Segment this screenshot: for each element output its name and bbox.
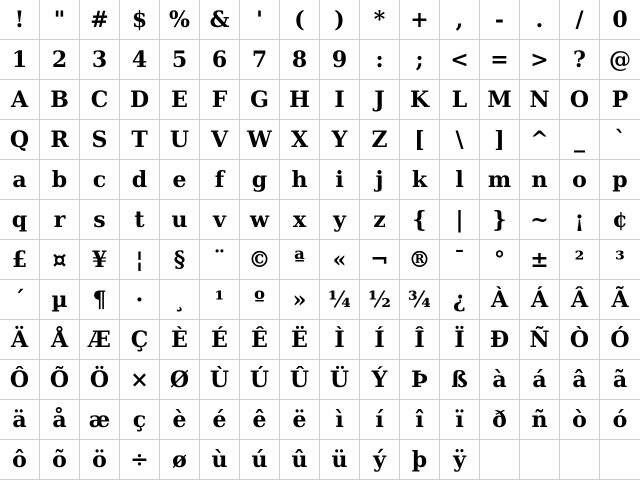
glyph-cell[interactable]: >	[520, 40, 560, 80]
glyph-cell[interactable]: ?	[560, 40, 600, 80]
glyph-cell[interactable]: 6	[200, 40, 240, 80]
glyph-cell[interactable]: J	[360, 80, 400, 120]
glyph-cell[interactable]: ¦	[120, 240, 160, 280]
glyph-cell[interactable]: µ	[40, 280, 80, 320]
glyph-cell[interactable]: Ì	[320, 320, 360, 360]
glyph-cell[interactable]: Ç	[120, 320, 160, 360]
glyph-cell[interactable]: á	[520, 360, 560, 400]
glyph-cell[interactable]: Æ	[80, 320, 120, 360]
glyph-cell[interactable]: $	[120, 0, 160, 40]
glyph-cell-empty	[520, 440, 560, 480]
glyph-cell[interactable]: Ï	[440, 320, 480, 360]
glyph-cell[interactable]: £	[0, 240, 40, 280]
glyph-cell-empty	[560, 440, 600, 480]
glyph-cell[interactable]: w	[240, 200, 280, 240]
glyph-cell[interactable]: Å	[40, 320, 80, 360]
glyph-cell[interactable]: ù	[200, 440, 240, 480]
glyph-cell[interactable]: Â	[560, 280, 600, 320]
glyph-cell[interactable]: '	[240, 0, 280, 40]
glyph-cell[interactable]: e	[160, 160, 200, 200]
glyph-cell[interactable]: à	[480, 360, 520, 400]
glyph-cell[interactable]: K	[400, 80, 440, 120]
glyph-cell[interactable]: 2	[40, 40, 80, 80]
glyph-cell[interactable]: l	[440, 160, 480, 200]
glyph-cell[interactable]: |	[440, 200, 480, 240]
glyph-cell[interactable]: ¨	[200, 240, 240, 280]
glyph-cell[interactable]: G	[240, 80, 280, 120]
glyph-cell[interactable]: M	[480, 80, 520, 120]
glyph-cell[interactable]: ÷	[120, 440, 160, 480]
glyph-cell[interactable]: h	[280, 160, 320, 200]
glyph-cell[interactable]: ]	[480, 120, 520, 160]
glyph-cell[interactable]: E	[160, 80, 200, 120]
glyph-cell[interactable]: u	[160, 200, 200, 240]
glyph-cell[interactable]: <	[440, 40, 480, 80]
glyph-cell[interactable]: Ø	[160, 360, 200, 400]
glyph-cell[interactable]: j	[360, 160, 400, 200]
glyph-cell[interactable]: Û	[280, 360, 320, 400]
glyph-cell[interactable]: û	[280, 440, 320, 480]
glyph-cell[interactable]: â	[560, 360, 600, 400]
glyph-cell[interactable]: Ý	[360, 360, 400, 400]
glyph-cell[interactable]: Ó	[600, 320, 640, 360]
glyph-cell[interactable]: ©	[240, 240, 280, 280]
glyph-cell[interactable]: é	[200, 400, 240, 440]
glyph-cell[interactable]: 0	[600, 0, 640, 40]
glyph-cell[interactable]: É	[200, 320, 240, 360]
glyph-cell[interactable]: í	[360, 400, 400, 440]
glyph-cell[interactable]: ï	[440, 400, 480, 440]
glyph-cell[interactable]: ã	[600, 360, 640, 400]
glyph-cell[interactable]: x	[280, 200, 320, 240]
glyph-cell[interactable]: n	[520, 160, 560, 200]
glyph-cell[interactable]: d	[120, 160, 160, 200]
glyph-cell[interactable]: ô	[0, 440, 40, 480]
glyph-cell[interactable]: ý	[360, 440, 400, 480]
glyph-cell[interactable]: Ä	[0, 320, 40, 360]
glyph-cell[interactable]: ³	[600, 240, 640, 280]
glyph-cell[interactable]: b	[40, 160, 80, 200]
glyph-cell[interactable]: 4	[120, 40, 160, 80]
glyph-cell[interactable]: ø	[160, 440, 200, 480]
glyph-cell[interactable]: Ã	[600, 280, 640, 320]
glyph-cell[interactable]: k	[400, 160, 440, 200]
glyph-cell[interactable]: B	[40, 80, 80, 120]
glyph-cell[interactable]: þ	[400, 440, 440, 480]
glyph-cell[interactable]: ¶	[80, 280, 120, 320]
glyph-cell[interactable]: ¼	[320, 280, 360, 320]
glyph-cell[interactable]: §	[160, 240, 200, 280]
glyph-cell[interactable]: s	[80, 200, 120, 240]
glyph-cell[interactable]: -	[480, 0, 520, 40]
glyph-cell[interactable]: Ù	[200, 360, 240, 400]
glyph-cell[interactable]: &	[200, 0, 240, 40]
glyph-cell[interactable]: º	[240, 280, 280, 320]
glyph-cell[interactable]: \	[440, 120, 480, 160]
glyph-cell[interactable]: ª	[280, 240, 320, 280]
glyph-cell[interactable]: ·	[120, 280, 160, 320]
glyph-cell[interactable]: ±	[520, 240, 560, 280]
glyph-cell[interactable]: ,	[440, 0, 480, 40]
glyph-cell[interactable]: »	[280, 280, 320, 320]
glyph-cell[interactable]: ú	[240, 440, 280, 480]
glyph-cell[interactable]: S	[80, 120, 120, 160]
glyph-cell[interactable]: V	[200, 120, 240, 160]
glyph-cell[interactable]: r	[40, 200, 80, 240]
glyph-cell[interactable]: å	[40, 400, 80, 440]
glyph-cell[interactable]: Ú	[240, 360, 280, 400]
glyph-cell[interactable]: ¢	[600, 200, 640, 240]
glyph-cell[interactable]: .	[520, 0, 560, 40]
glyph-cell[interactable]: P	[600, 80, 640, 120]
glyph-cell[interactable]: ß	[440, 360, 480, 400]
glyph-cell[interactable]: o	[560, 160, 600, 200]
glyph-cell[interactable]: f	[200, 160, 240, 200]
glyph-cell[interactable]: U	[160, 120, 200, 160]
glyph-cell[interactable]: Ñ	[520, 320, 560, 360]
glyph-cell[interactable]: 8	[280, 40, 320, 80]
glyph-cell[interactable]: ×	[120, 360, 160, 400]
glyph-cell[interactable]: 5	[160, 40, 200, 80]
glyph-cell[interactable]: }	[480, 200, 520, 240]
glyph-cell[interactable]: î	[400, 400, 440, 440]
glyph-cell[interactable]: Á	[520, 280, 560, 320]
glyph-cell[interactable]: °	[480, 240, 520, 280]
glyph-cell[interactable]: /	[560, 0, 600, 40]
glyph-cell[interactable]: y	[320, 200, 360, 240]
glyph-cell[interactable]: =	[480, 40, 520, 80]
glyph-cell[interactable]: ì	[320, 400, 360, 440]
glyph-cell[interactable]: Ò	[560, 320, 600, 360]
glyph-cell[interactable]: [	[400, 120, 440, 160]
glyph-cell[interactable]: Þ	[400, 360, 440, 400]
glyph-cell[interactable]: Ð	[480, 320, 520, 360]
glyph-cell[interactable]: L	[440, 80, 480, 120]
glyph-cell[interactable]: ñ	[520, 400, 560, 440]
glyph-cell[interactable]: X	[280, 120, 320, 160]
glyph-cell-empty	[480, 440, 520, 480]
glyph-cell[interactable]: +	[400, 0, 440, 40]
glyph-cell[interactable]: @	[600, 40, 640, 80]
glyph-cell[interactable]: )	[320, 0, 360, 40]
glyph-cell[interactable]: Q	[0, 120, 40, 160]
glyph-cell[interactable]: p	[600, 160, 640, 200]
glyph-cell[interactable]: A	[0, 80, 40, 120]
glyph-cell[interactable]: T	[120, 120, 160, 160]
glyph-cell[interactable]: ¿	[440, 280, 480, 320]
glyph-cell[interactable]: ü	[320, 440, 360, 480]
glyph-cell[interactable]: F	[200, 80, 240, 120]
glyph-cell[interactable]: ê	[240, 400, 280, 440]
glyph-cell[interactable]: Ü	[320, 360, 360, 400]
glyph-cell[interactable]: õ	[40, 440, 80, 480]
glyph-cell[interactable]: Ë	[280, 320, 320, 360]
glyph-cell[interactable]: a	[0, 160, 40, 200]
glyph-cell[interactable]: ð	[480, 400, 520, 440]
glyph-cell[interactable]: ó	[600, 400, 640, 440]
glyph-cell[interactable]: ë	[280, 400, 320, 440]
glyph-cell[interactable]: z	[360, 200, 400, 240]
glyph-cell[interactable]: q	[0, 200, 40, 240]
glyph-cell[interactable]: :	[360, 40, 400, 80]
glyph-cell[interactable]: À	[480, 280, 520, 320]
glyph-cell[interactable]: #	[80, 0, 120, 40]
glyph-cell[interactable]: ¯	[440, 240, 480, 280]
glyph-cell[interactable]: N	[520, 80, 560, 120]
glyph-cell[interactable]: Í	[360, 320, 400, 360]
glyph-cell[interactable]: g	[240, 160, 280, 200]
glyph-cell[interactable]: t	[120, 200, 160, 240]
glyph-cell[interactable]: c	[80, 160, 120, 200]
glyph-cell[interactable]: ²	[560, 240, 600, 280]
glyph-cell[interactable]: H	[280, 80, 320, 120]
glyph-cell[interactable]: ~	[520, 200, 560, 240]
glyph-cell[interactable]: ¡	[560, 200, 600, 240]
glyph-cell[interactable]: ç	[120, 400, 160, 440]
glyph-cell[interactable]: ¥	[80, 240, 120, 280]
glyph-cell-empty	[600, 440, 640, 480]
glyph-cell[interactable]: 7	[240, 40, 280, 80]
glyph-cell[interactable]: !	[0, 0, 40, 40]
glyph-cell[interactable]: I	[320, 80, 360, 120]
glyph-cell[interactable]: Õ	[40, 360, 80, 400]
glyph-cell[interactable]: Ê	[240, 320, 280, 360]
glyph-cell[interactable]: ö	[80, 440, 120, 480]
glyph-cell[interactable]: ®	[400, 240, 440, 280]
glyph-cell[interactable]: Z	[360, 120, 400, 160]
glyph-cell[interactable]: æ	[80, 400, 120, 440]
glyph-cell[interactable]: 3	[80, 40, 120, 80]
glyph-cell[interactable]: v	[200, 200, 240, 240]
glyph-cell[interactable]: C	[80, 80, 120, 120]
glyph-cell[interactable]: Ö	[80, 360, 120, 400]
glyph-cell[interactable]: D	[120, 80, 160, 120]
glyph-cell[interactable]: ò	[560, 400, 600, 440]
glyph-cell[interactable]: "	[40, 0, 80, 40]
glyph-cell[interactable]: *	[360, 0, 400, 40]
glyph-cell[interactable]: è	[160, 400, 200, 440]
glyph-cell[interactable]: 1	[0, 40, 40, 80]
glyph-cell[interactable]: ¤	[40, 240, 80, 280]
glyph-cell[interactable]: ä	[0, 400, 40, 440]
glyph-cell[interactable]: ¾	[400, 280, 440, 320]
glyph-cell[interactable]: _	[560, 120, 600, 160]
glyph-cell[interactable]: ^	[520, 120, 560, 160]
glyph-cell[interactable]: %	[160, 0, 200, 40]
glyph-cell[interactable]: ¹	[200, 280, 240, 320]
glyph-cell[interactable]: ¸	[160, 280, 200, 320]
glyph-cell[interactable]: Î	[400, 320, 440, 360]
glyph-cell[interactable]: Y	[320, 120, 360, 160]
glyph-cell[interactable]: Ô	[0, 360, 40, 400]
glyph-cell[interactable]: ;	[400, 40, 440, 80]
glyph-cell[interactable]: ´	[0, 280, 40, 320]
glyph-cell[interactable]: 9	[320, 40, 360, 80]
glyph-cell[interactable]: ¬	[360, 240, 400, 280]
glyph-cell[interactable]: m	[480, 160, 520, 200]
glyph-cell[interactable]: {	[400, 200, 440, 240]
glyph-cell[interactable]: ÿ	[440, 440, 480, 480]
glyph-cell[interactable]: W	[240, 120, 280, 160]
glyph-cell[interactable]: i	[320, 160, 360, 200]
glyph-cell[interactable]: È	[160, 320, 200, 360]
glyph-cell[interactable]: (	[280, 0, 320, 40]
glyph-cell[interactable]: ½	[360, 280, 400, 320]
glyph-cell[interactable]: R	[40, 120, 80, 160]
glyph-cell[interactable]: `	[600, 120, 640, 160]
glyph-cell[interactable]: O	[560, 80, 600, 120]
glyph-cell[interactable]: «	[320, 240, 360, 280]
